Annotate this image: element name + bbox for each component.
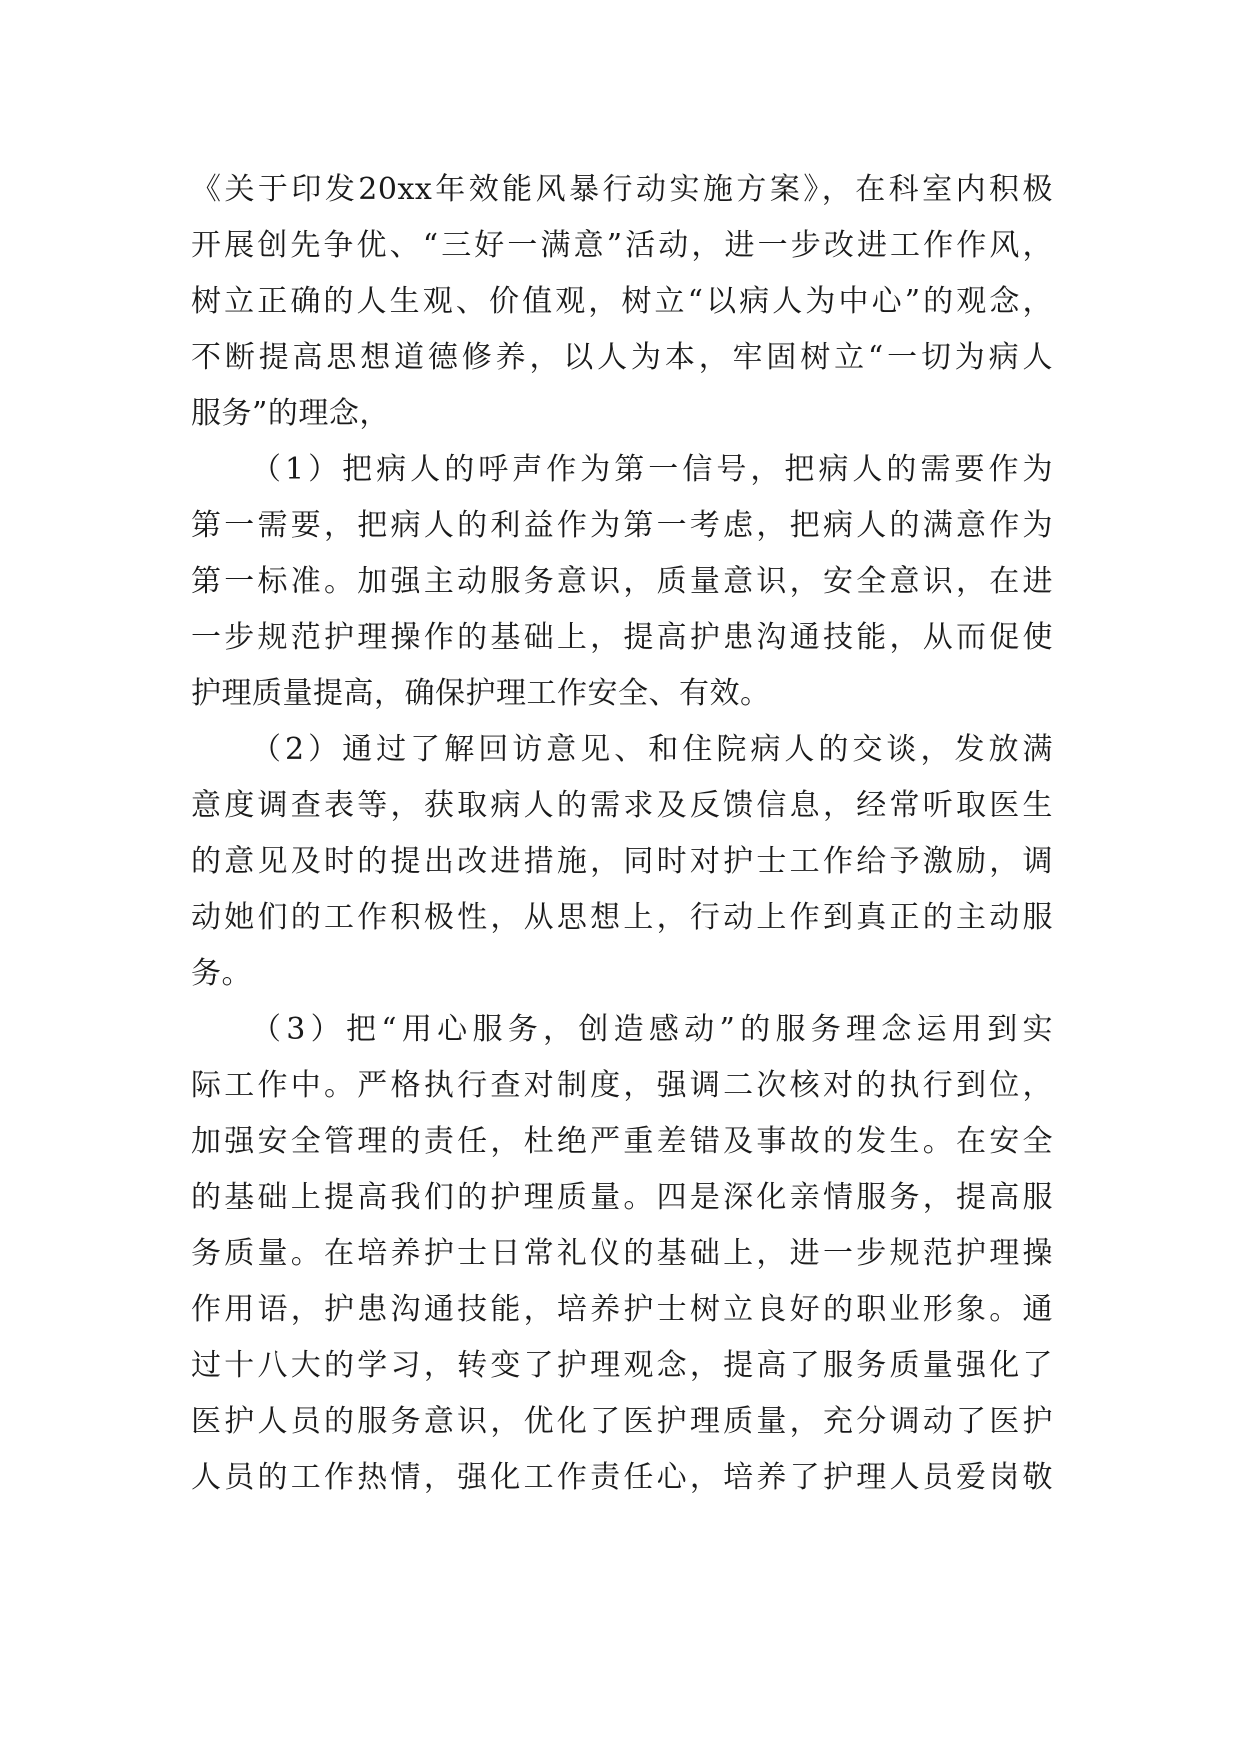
text-line: 服务”的理念， [191, 396, 390, 431]
text-line: 第一标准。加强主动服务意识，质量意识，安全意识，在进 [191, 564, 1053, 599]
text-line: 树立正确的人生观、价值观，树立“以病人为中心”的观念， [191, 284, 1053, 319]
text-line: 医护人员的服务意识，优化了医护理质量，充分调动了医护 [191, 1404, 1053, 1439]
text-line: （1）把病人的呼声作为第一信号，把病人的需要作为 [251, 452, 1053, 487]
text-line: 务质量。在培养护士日常礼仪的基础上，进一步规范护理操 [191, 1236, 1053, 1271]
text-line: 际工作中。严格执行查对制度，强调二次核对的执行到位， [191, 1068, 1053, 1103]
text-line: 的基础上提高我们的护理质量。四是深化亲情服务，提高服 [191, 1180, 1053, 1215]
text-line: 加强安全管理的责任，杜绝严重差错及事故的发生。在安全 [191, 1124, 1053, 1159]
text-line: 作用语，护患沟通技能，培养护士树立良好的职业形象。通 [191, 1292, 1053, 1327]
text-line: 《关于印发20xx年效能风暴行动实施方案》，在科室内积极 [191, 172, 1053, 207]
text-line: 的意见及时的提出改进措施，同时对护士工作给予激励，调 [191, 844, 1053, 879]
text-line: 一步规范护理操作的基础上，提高护患沟通技能，从而促使 [191, 620, 1053, 655]
text-line: 不断提高思想道德修养，以人为本，牢固树立“一切为病人 [191, 340, 1053, 375]
text-line: （3）把“用心服务，创造感动”的服务理念运用到实 [251, 1012, 1053, 1047]
text-line: 第一需要，把病人的利益作为第一考虑，把病人的满意作为 [191, 508, 1053, 543]
document-body [191, 162, 1053, 1506]
text-line: （2）通过了解回访意见、和住院病人的交谈，发放满 [251, 732, 1053, 767]
text-line: 意度调查表等，获取病人的需求及反馈信息，经常听取医生 [191, 788, 1053, 823]
text-line: 动她们的工作积极性，从思想上，行动上作到真正的主动服 [191, 900, 1053, 935]
text-line: 过十八大的学习，转变了护理观念，提高了服务质量强化了 [191, 1348, 1053, 1383]
text-line: 护理质量提高，确保护理工作安全、有效。 [191, 676, 771, 711]
text-line: 人员的工作热情，强化工作责任心，培养了护理人员爱岗敬 [191, 1460, 1053, 1495]
text-line: 务。 [191, 956, 252, 991]
text-line: 开展创先争优、“三好一满意”活动，进一步改进工作作风， [191, 228, 1053, 263]
